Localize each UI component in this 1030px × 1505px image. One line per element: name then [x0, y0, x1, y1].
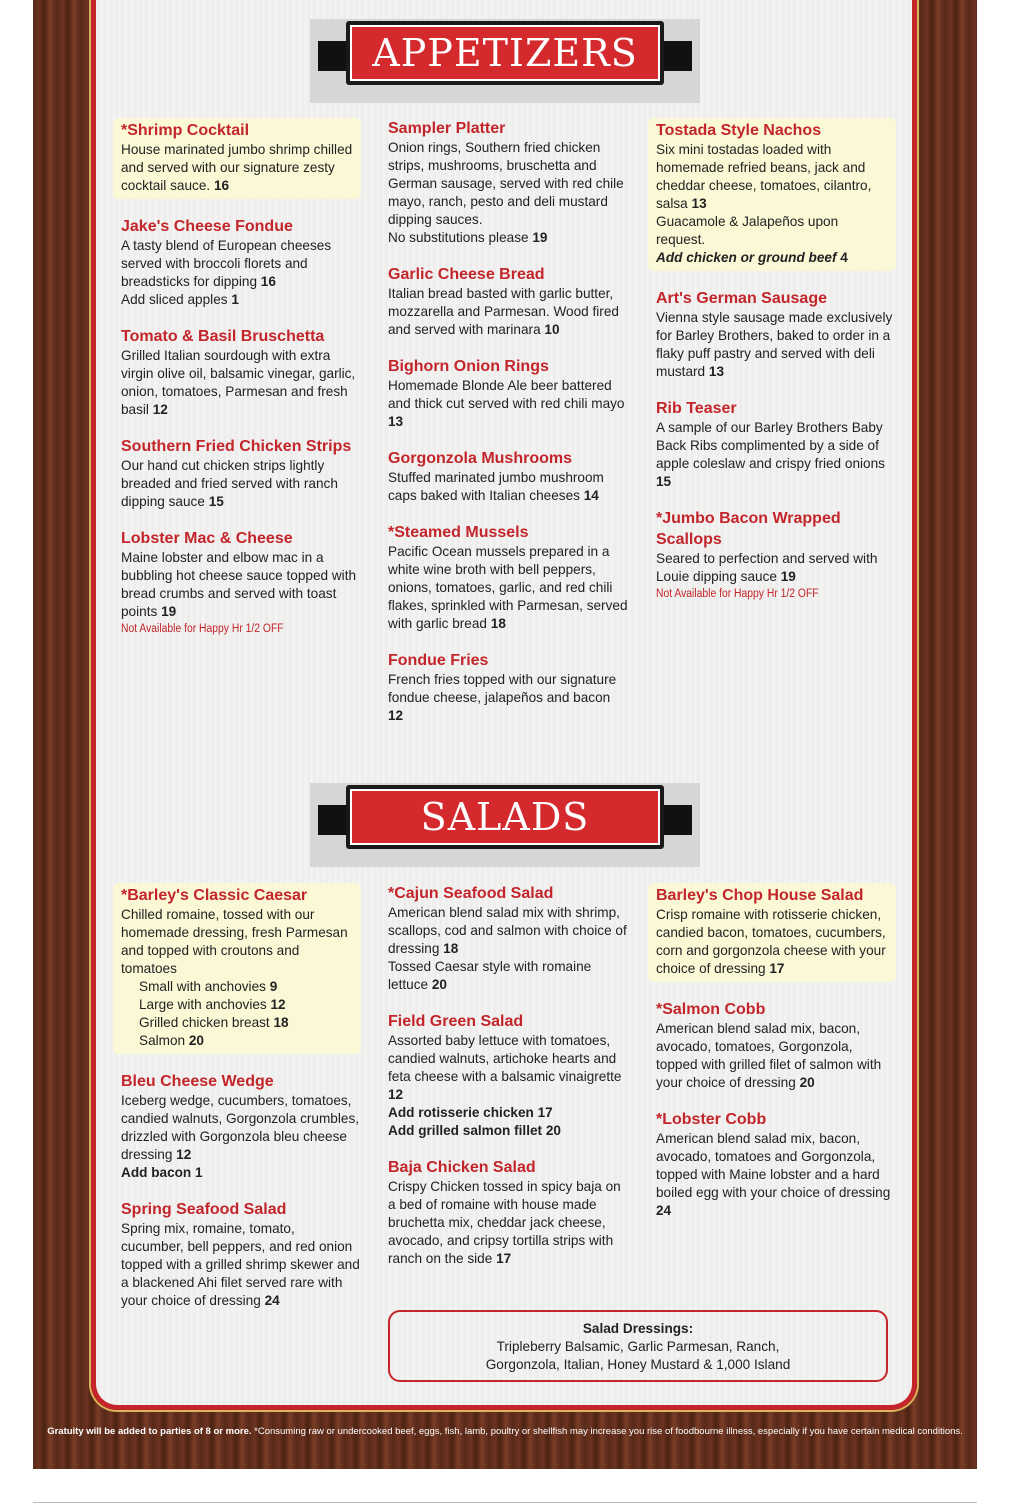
banner-plate — [346, 785, 664, 849]
item-desc-text: Assorted baby lettuce with tomatoes, candied walnuts, artichoke hearts and feta cheese with a balsamic vinaigrette — [388, 1033, 622, 1084]
item-name: Barley's Chop House Salad — [656, 887, 864, 904]
menu-item — [656, 999, 896, 1092]
item-price: 10 — [544, 322, 560, 337]
menu-item — [121, 216, 361, 309]
item-extra — [388, 958, 628, 994]
item-description — [656, 309, 896, 381]
option-label: Grilled chicken breast — [139, 1015, 270, 1030]
item-add-on-line: Add rotisserie chicken 17 — [388, 1105, 553, 1120]
menu-item — [388, 264, 628, 339]
menu-item — [648, 118, 896, 271]
item-desc-text: Pacific Ocean mussels prepared in a white wine broth with bell peppers, onions, tomatoes, garlic, and red chili flakes, sprinkled with Parmesan, served with garlic bread — [388, 544, 628, 631]
item-price: 12 — [176, 1147, 192, 1162]
item-name: Jake's Cheese Fondue — [121, 218, 293, 235]
item-desc-text: Maine lobster and elbow mac in a bubbling hot cheese sauce topped with bread crumbs and served with toast points — [121, 550, 357, 619]
item-price: 16 — [260, 274, 276, 289]
item-option — [121, 996, 353, 1014]
item-description — [121, 1220, 361, 1310]
salads-banner — [310, 783, 700, 867]
item-price: 19 — [780, 569, 796, 584]
bottom-rule — [33, 1502, 977, 1503]
item-description — [656, 141, 888, 213]
item-price: 13 — [388, 414, 404, 429]
item-desc-text: House marinated jumbo shrimp chilled and served with our signature zesty cocktail sauce. — [121, 142, 353, 193]
item-extra-text: Add sliced apples — [121, 292, 228, 307]
option-label: Small with anchovies — [139, 979, 266, 994]
item-add-on-line: Add grilled salmon fillet 20 — [388, 1123, 561, 1138]
item-name: *Barley's Classic Caesar — [121, 887, 308, 904]
item-desc-text: Six mini tostadas loaded with homemade refried beans, jack and cheddar cheese, tomatoes, cilantro, salsa — [656, 142, 872, 211]
item-name: Bighorn Onion Rings — [388, 358, 549, 375]
item-name: Tostada Style Nachos — [656, 122, 822, 139]
item-description — [121, 1092, 361, 1164]
menu-item — [121, 1071, 361, 1182]
salads-col-2 — [388, 883, 628, 1285]
option-label: Large with anchovies — [139, 997, 267, 1012]
item-desc-text: Our hand cut chicken strips lightly breaded and fried served with ranch dipping sauce — [121, 458, 338, 509]
item-name: Tomato & Basil Bruschetta — [121, 328, 325, 345]
item-desc-text: A sample of our Barley Brothers Baby Back Ribs complimented by a side of apple coleslaw and crispy fried onions — [656, 420, 885, 471]
item-name: *Jumbo Bacon Wrapped Scallops — [656, 510, 841, 548]
menu-item — [121, 326, 361, 419]
menu-item — [656, 398, 896, 491]
item-add-on — [656, 249, 888, 267]
item-description — [388, 671, 628, 725]
item-price: 15 — [208, 494, 224, 509]
item-desc-text: Vienna style sausage made exclusively for Barley Brothers, baked to order in a flaky puff pastry and served with deli mustard — [656, 310, 893, 379]
option-price: 9 — [269, 979, 278, 994]
option-price: 18 — [273, 1015, 289, 1030]
item-name: Bleu Cheese Wedge — [121, 1073, 274, 1090]
item-name: *Lobster Cobb — [656, 1111, 767, 1128]
item-bold-extra: Add bacon 1 — [121, 1165, 203, 1180]
item-desc-text: American blend salad mix, bacon, avocado, tomatoes, Gorgonzola, topped with grilled filet of salmon with your choice of dressing — [656, 1021, 882, 1090]
item-description — [388, 139, 628, 229]
item-description — [388, 377, 628, 431]
salads-title: SALADS — [420, 795, 590, 839]
item-name: Gorgonzola Mushrooms — [388, 450, 572, 467]
item-desc-text: Spring mix, romaine, tomato, cucumber, bell peppers, and red onion topped with a grilled shrimp skewer and a blackened Ahi filet served rare with your choice of dressing — [121, 1221, 360, 1308]
menu-item — [388, 356, 628, 431]
item-desc-text: Homemade Blonde Ale beer battered and thick cut served with red chili mayo — [388, 378, 625, 411]
item-add-text: Add chicken or ground beef — [656, 250, 837, 265]
salads-col-3 — [656, 883, 896, 1237]
item-price: 24 — [264, 1293, 280, 1308]
item-extra-price: 19 — [532, 230, 548, 245]
item-name: Garlic Cheese Bread — [388, 266, 545, 283]
item-description — [121, 237, 361, 291]
dressings-line-2: Gorgonzola, Italian, Honey Mustard & 1,000 Island — [485, 1357, 791, 1372]
item-description — [388, 1032, 628, 1104]
item-option — [121, 1014, 353, 1032]
salads-col-1 — [121, 883, 361, 1327]
item-desc-text: Chilled romaine, tossed with our homemade dressing, fresh Parmesan and topped with croutons and tomatoes — [121, 907, 348, 976]
menu-item — [388, 650, 628, 725]
item-name: Fondue Fries — [388, 652, 489, 669]
footer-consumption-warning: *Consuming raw or undercooked beef, eggs, fish, lamb, poultry or shellfish may increase you rise of foodbourne illness, especially if you have certain medical conditions. — [254, 1426, 963, 1437]
option-label: Salmon — [139, 1033, 186, 1048]
item-description — [656, 550, 896, 586]
item-price: 14 — [583, 488, 599, 503]
item-description — [121, 549, 361, 621]
item-description — [656, 419, 896, 491]
item-note: Not Available for Happy Hr 1/2 OFF — [656, 588, 819, 600]
item-description — [388, 285, 628, 339]
item-price: 24 — [656, 1203, 672, 1218]
item-desc-text: Seared to perfection and served with Louie dipping sauce — [656, 551, 878, 584]
item-extra — [121, 291, 361, 309]
item-name: Baja Chicken Salad — [388, 1159, 536, 1176]
item-extra — [388, 229, 628, 247]
appetizers-title: APPETIZERS — [372, 31, 638, 75]
item-name: Art's German Sausage — [656, 290, 827, 307]
item-name: Spring Seafood Salad — [121, 1201, 287, 1218]
item-price: 13 — [708, 364, 725, 379]
item-desc-text: Onion rings, Southern fried chicken strips, mushrooms, bruschetta and German sausage, served with red chile mayo, ranch, pesto and deli mustard dipping sauces. — [388, 140, 624, 227]
item-price: 15 — [656, 474, 672, 489]
item-price: 20 — [799, 1075, 815, 1090]
menu-item — [656, 1109, 896, 1220]
menu-item — [388, 448, 628, 505]
menu-item — [648, 883, 896, 982]
menu-item — [388, 522, 628, 633]
item-desc-text: Crispy Chicken tossed in spicy baja on a bed of romaine with house made bruchetta mix, cheddar jack cheese, avocado, and cripsy tortilla strips with ranch on the side — [388, 1179, 621, 1266]
item-desc-text: Crisp romaine with rotisserie chicken, candied bacon, tomatoes, cucumbers, corn and gorgonzola cheese with your choice of dressing — [656, 907, 886, 976]
item-desc-text: Stuffed marinated jumbo mushroom caps baked with Italian cheeses — [388, 470, 604, 503]
item-description — [121, 347, 361, 419]
item-extra-text: No substitutions please — [388, 230, 529, 245]
menu-item — [113, 118, 361, 199]
item-description — [388, 904, 628, 958]
menu-item — [388, 1011, 628, 1140]
item-price: 12 — [152, 402, 168, 417]
menu-item — [121, 436, 361, 511]
item-description — [656, 1020, 896, 1092]
item-description — [656, 906, 888, 978]
item-name: Field Green Salad — [388, 1013, 524, 1030]
item-name: Rib Teaser — [656, 400, 737, 417]
appetizers-col-1 — [121, 118, 361, 654]
item-description — [388, 469, 628, 505]
item-price: 17 — [769, 961, 785, 976]
item-extra-text: Guacamole & Jalapeños upon request. — [656, 214, 839, 247]
dressings-heading: Salad Dressings: — [582, 1321, 694, 1336]
item-price: 12 — [388, 1087, 404, 1102]
menu-item — [656, 288, 896, 381]
menu-item — [656, 508, 896, 602]
item-description — [388, 543, 628, 633]
item-price: 19 — [161, 604, 177, 619]
item-name: *Salmon Cobb — [656, 1001, 766, 1018]
item-name: Southern Fried Chicken Strips — [121, 438, 352, 455]
item-price: 18 — [490, 616, 506, 631]
item-extra-price: 20 — [431, 977, 447, 992]
salad-dressings-box — [388, 1310, 888, 1382]
appetizers-col-2 — [388, 118, 628, 742]
item-price: 17 — [496, 1251, 512, 1266]
item-description — [121, 906, 353, 978]
item-price: 12 — [388, 708, 404, 723]
menu-item — [388, 883, 628, 994]
appetizers-banner — [310, 19, 700, 103]
item-description — [388, 1178, 628, 1268]
item-extra — [656, 213, 888, 249]
item-price: 13 — [691, 196, 707, 211]
item-desc-text: Iceberg wedge, cucumbers, tomatoes, candied walnuts, Gorgonzola crumbles, drizzled with Gorgonzola bleu cheese dressing — [121, 1093, 360, 1162]
item-name: *Steamed Mussels — [388, 524, 529, 541]
item-option — [121, 978, 353, 996]
item-price: 18 — [443, 941, 459, 956]
menu-item — [388, 1157, 628, 1268]
item-option — [121, 1032, 353, 1050]
option-price: 20 — [188, 1033, 204, 1048]
item-name: *Shrimp Cocktail — [121, 122, 250, 139]
appetizers-col-3 — [656, 118, 896, 619]
banner-plate — [346, 21, 664, 85]
menu-item — [113, 883, 361, 1054]
item-desc-text: Italian bread basted with garlic butter, mozzarella and Parmesan. Wood fired and served with marinara — [388, 286, 619, 337]
item-extra-text: Tossed Caesar style with romaine lettuce — [388, 959, 592, 992]
item-name: Sampler Platter — [388, 120, 506, 137]
menu-item — [121, 1199, 361, 1310]
item-price: 16 — [213, 178, 230, 193]
menu-item — [388, 118, 628, 247]
item-extra-price: 1 — [231, 292, 239, 307]
item-desc-text: A tasty blend of European cheeses served with broccoli florets and breadsticks for dipping — [121, 238, 332, 289]
option-price: 12 — [270, 997, 286, 1012]
item-note: Not Available for Happy Hr 1/2 OFF — [121, 623, 284, 635]
item-desc-text: Grilled Italian sourdough with extra virgin olive oil, balsamic vinegar, garlic, onion, tomatoes, Parmesan and fresh basil — [121, 348, 356, 417]
footer-gratuity: Gratuity will be added to parties of 8 or more. — [47, 1426, 252, 1437]
item-desc-text: French fries topped with our signature fondue cheese, jalapeños and bacon — [388, 672, 617, 705]
menu-item — [121, 528, 361, 637]
item-description — [121, 141, 353, 195]
item-name: *Cajun Seafood Salad — [388, 885, 554, 902]
item-description — [656, 1130, 896, 1220]
item-description — [121, 457, 361, 511]
dressings-line-1: Tripleberry Balsamic, Garlic Parmesan, Ranch, — [496, 1339, 780, 1354]
item-name: Lobster Mac & Cheese — [121, 530, 293, 547]
item-desc-text: American blend salad mix with shrimp, scallops, cod and salmon with choice of dressing — [388, 905, 627, 956]
footer-disclaimer — [33, 1424, 977, 1440]
item-add-price: 4 — [840, 250, 848, 265]
item-desc-text: American blend salad mix, bacon, avocado, tomatoes and Gorgonzola, topped with Maine lobster and a hard boiled egg with your choice of dressing — [656, 1131, 891, 1200]
